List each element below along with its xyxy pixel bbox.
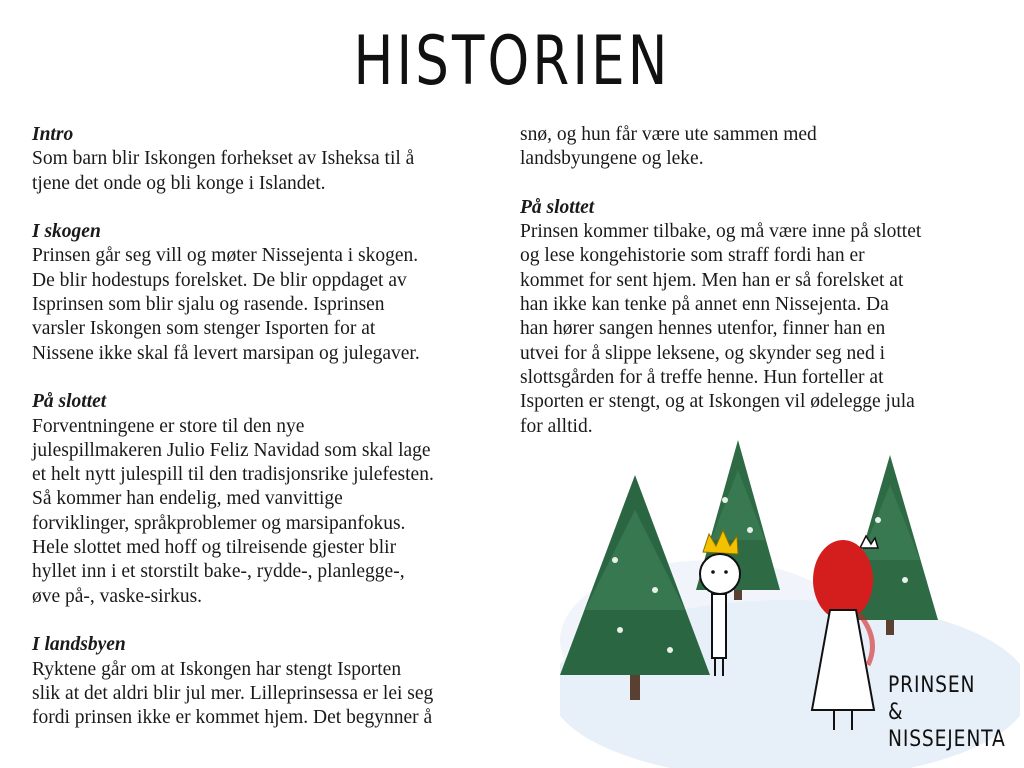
section-heading-intro: Intro <box>32 124 74 145</box>
section-text-intro: Som barn blir Iskongen forhekset av Isheksa til å tjene det onde og bli konge i Islandet. <box>32 148 415 194</box>
left-column <box>32 123 507 730</box>
right-column <box>520 123 1000 439</box>
section-text-continuation: snø, og hun får være ute sammen med landsbyungene og leke. <box>520 124 817 170</box>
red-hat-icon <box>813 540 873 620</box>
page-title: HISTORIEN <box>353 22 671 101</box>
caption-line-1: PRINSEN & <box>888 673 976 725</box>
section-heading-landsbyen: I landsbyen <box>32 634 126 656</box>
section-heading-skogen: I skogen <box>32 221 101 243</box>
caption-line-2: NISSEJENTA <box>888 727 1006 752</box>
section-text-slottet: Forventningene er store til den nye julespillmakeren Julio Feliz Navidad som skal lage et helt nytt julespill til den tradisjonsrike julefesten. Så kommer han endelig, med vanvittige forviklinger, språkproblemer og marsipanfokus. Hele slottet med hoff og tilreisende gjester blir hyllet inn i et storstilt bake-, rydde-, planlegge-, øve på-, vaske-sirkus. <box>32 415 434 607</box>
section-text-skogen: Prinsen går seg vill og møter Nissejenta i skogen. De blir hodestups forelsket. De blir oppdaget av Isprinsen som blir sjalu og rasende. Isprinsen varsler Iskongen som stenger Isporten for at Nissene ikke skal få levert marsipan og julegaver. <box>32 245 420 364</box>
section-heading-slottet: På slottet <box>32 391 107 413</box>
section-text-landsbyen: Ryktene går om at Iskongen har stengt Isporten slik at det aldri blir jul mer. Lilleprinsessa er lei seg fordi prinsen ikke er kommet hjem. Det begynner å <box>32 658 434 729</box>
section-text-slottet-2: Prinsen kommer tilbake, og må være inne på slottet og lese kongehistorie som straff fordi han er kommet for sent hjem. Men han er så forelsket at han ikke kan tenke på annet enn Nissejenta. Da han hører sangen hennes utenfor, finner han en utvei for å slippe leksene, og skynder seg ned i slottsgården for å treffe henne. Hun forteller at Isporten er stengt, og at Iskongen vil ødelegge jula for alltid. <box>520 221 922 437</box>
section-heading-slottet-2: På slottet <box>520 196 595 218</box>
illustration-caption <box>888 672 1006 753</box>
